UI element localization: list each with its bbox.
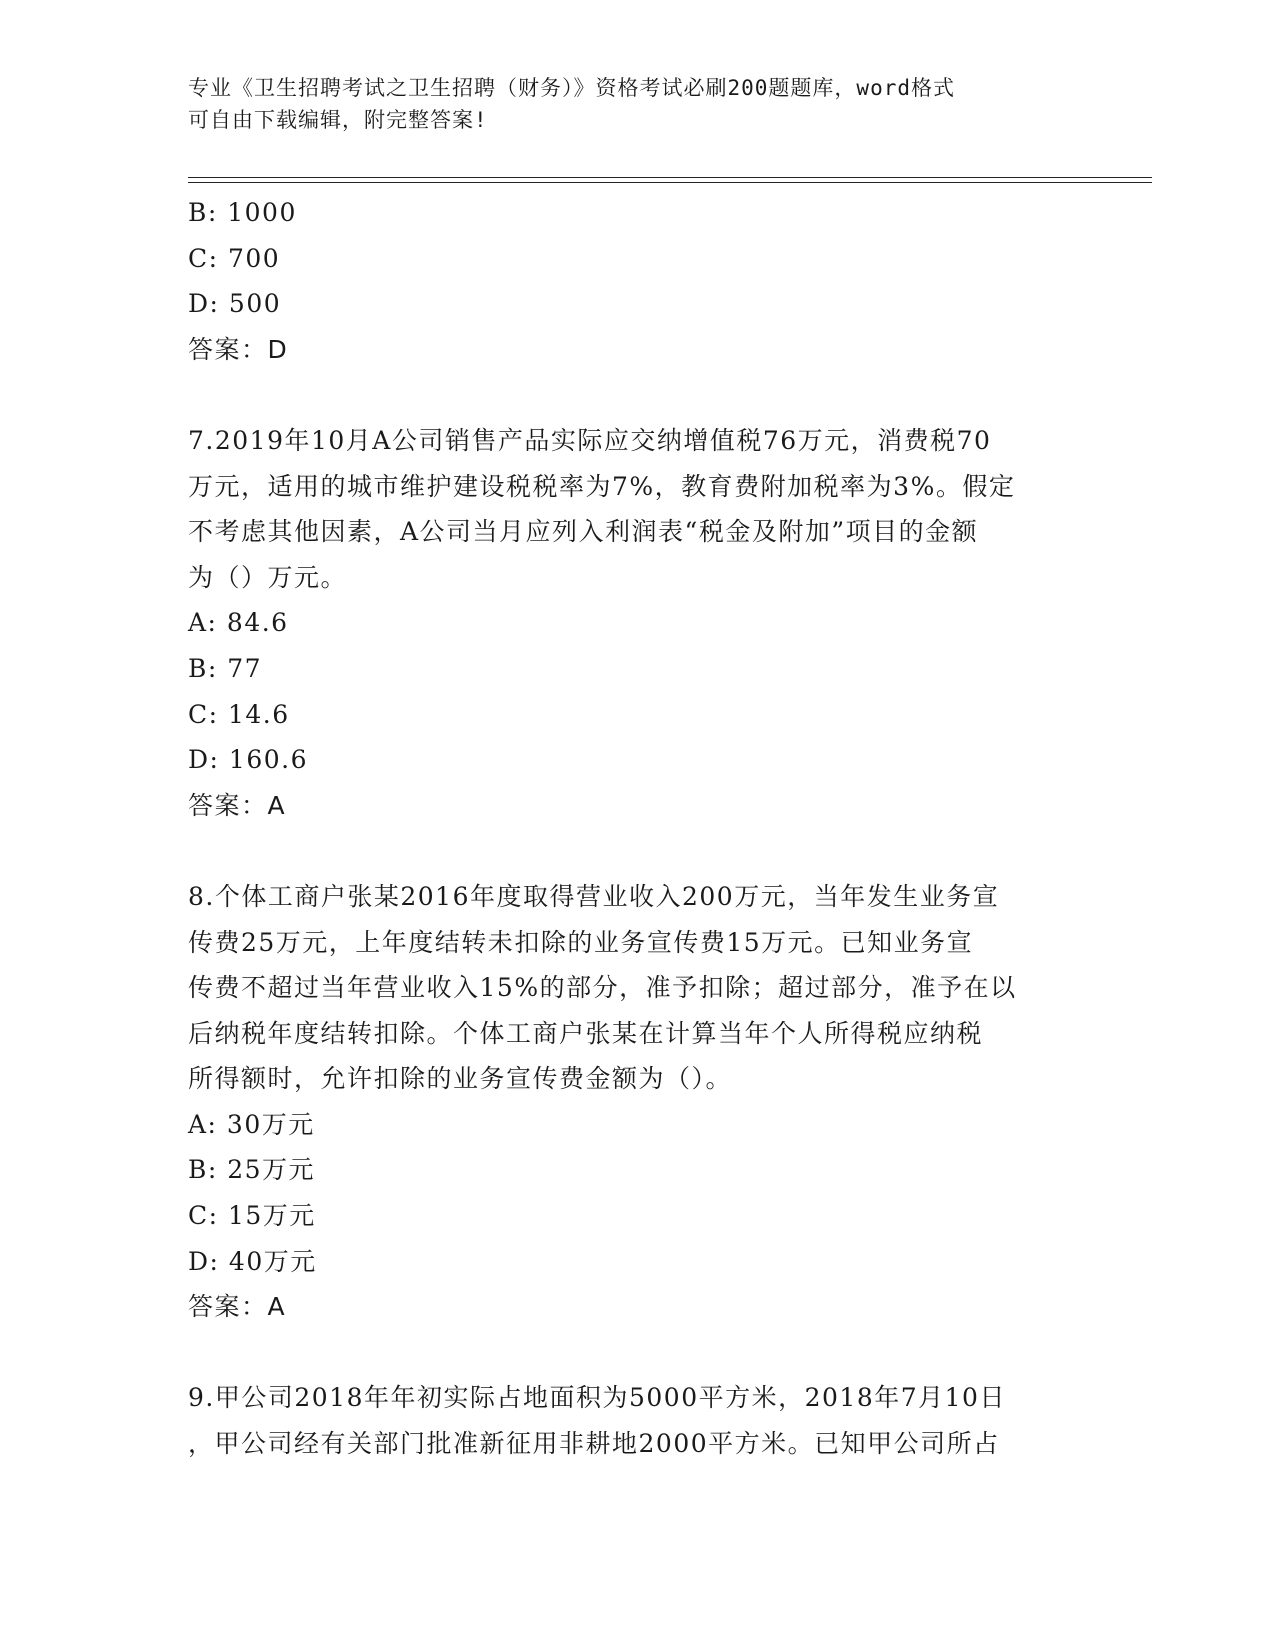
option-d: D: 160.6: [188, 745, 308, 775]
question-text-line: 传费25万元，上年度结转未扣除的业务宣传费15万元。已知业务宣: [188, 927, 974, 957]
question-text-line: 所得额时，允许扣除的业务宣传费金额为（）。: [188, 1064, 733, 1094]
question-6-tail: [188, 190, 1088, 372]
spacer: [188, 828, 1088, 874]
answer: 答案：A: [188, 790, 287, 820]
document-header: [188, 72, 1068, 136]
header-divider-top: [188, 177, 1152, 178]
option-b: B: 25万元: [188, 1155, 316, 1185]
question-content: [188, 190, 1088, 1467]
question-text-line: 不考虑其他因素，A公司当月应列入利润表“税金及附加”项目的金额: [188, 517, 979, 547]
answer: 答案：D: [188, 334, 289, 364]
question-text-line: 8.个体工商户张某2016年度取得营业收入200万元，当年发生业务宣: [188, 881, 1000, 911]
header-divider-bottom: [188, 182, 1152, 183]
spacer: [188, 372, 1088, 418]
answer: 答案：A: [188, 1292, 287, 1322]
option-d: D: 40万元: [188, 1246, 317, 1276]
option-c: C: 15万元: [188, 1201, 316, 1231]
spacer: [188, 1330, 1088, 1376]
question-text-line: 传费不超过当年营业收入15%的部分，准予扣除；超过部分，准予在以: [188, 973, 1017, 1003]
question-text-line: ，甲公司经有关部门批准新征用非耕地2000平方米。已知甲公司所占: [188, 1429, 1000, 1459]
question-text-line: 9.甲公司2018年年初实际占地面积为5000平方米，2018年7月10日: [188, 1383, 1006, 1413]
option-d: D: 500: [188, 289, 282, 319]
header-line-1: 专业《卫生招聘考试之卫生招聘（财务）》资格考试必刷200题题库，word格式: [188, 76, 955, 100]
question-9: [188, 1375, 1088, 1466]
option-a: A: 30万元: [188, 1109, 315, 1139]
question-text-line: 后纳税年度结转扣除。个体工商户张某在计算当年个人所得税应纳税: [188, 1018, 984, 1048]
question-text-line: 万元，适用的城市维护建设税税率为7%，教育费附加税率为3%。假定: [188, 471, 1016, 501]
question-7: [188, 418, 1088, 828]
option-a: A: 84.6: [188, 608, 289, 638]
question-text-line: 为（）万元。: [188, 562, 348, 592]
option-b: B: 1000: [188, 198, 297, 227]
question-8: [188, 874, 1088, 1330]
option-c: C: 14.6: [188, 699, 290, 729]
option-c: C: 700: [188, 243, 281, 273]
option-b: B: 77: [188, 653, 263, 683]
header-line-2: 可自由下载编辑，附完整答案!: [188, 108, 488, 132]
question-text-line: 7.2019年10月A公司销售产品实际应交纳增值税76万元，消费税70: [188, 425, 992, 455]
